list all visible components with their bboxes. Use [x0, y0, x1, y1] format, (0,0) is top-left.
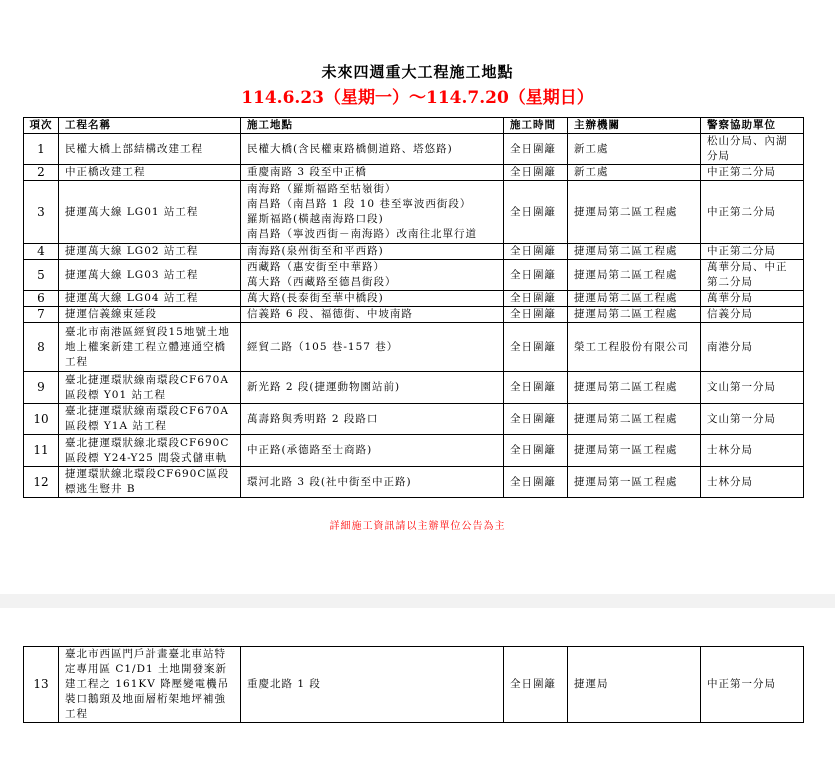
agency-cell: 捷運局第二區工程處 [568, 404, 701, 435]
agency-cell: 捷運局第一區工程處 [568, 467, 701, 498]
location-line: 經貿二路（105 巷-157 巷） [247, 340, 399, 353]
agency-cell: 捷運局第二區工程處 [568, 307, 701, 323]
table-row [24, 307, 804, 323]
table-row [24, 467, 804, 498]
table-row [24, 647, 804, 723]
item-number-cell: 8 [24, 323, 59, 372]
table-header-row [24, 118, 804, 134]
project-name-cell: 臺北捷運環狀線南環段CF670A區段標 Y1A 站工程 [59, 404, 241, 435]
police-unit-cell: 南港分局 [701, 323, 804, 372]
location-line: 西藏路（惠安街至中華路） [247, 261, 385, 273]
table-row [24, 165, 804, 181]
document-title: 未來四週重大工程施工地點 [321, 63, 514, 81]
item-number-cell: 12 [24, 467, 59, 498]
location-cell [241, 372, 504, 404]
project-name-cell: 捷運信義線東延段 [59, 307, 241, 323]
location-cell [241, 291, 504, 307]
location-cell [241, 323, 504, 372]
project-name-cell: 民權大橋上部結構改建工程 [59, 134, 241, 165]
item-number-cell: 1 [24, 134, 59, 165]
project-name-cell: 中正橋改建工程 [59, 165, 241, 181]
project-name-cell: 捷運萬大線 LG01 站工程 [59, 181, 241, 244]
location-line: 南海路（羅斯福路至牯嶺街） [247, 183, 397, 195]
location-line: 重慶北路 1 段 [247, 678, 321, 690]
construction-time-cell: 全日圍籬 [504, 467, 568, 498]
location-line: 羅斯福路(橫越南海路口段) [247, 213, 384, 225]
construction-schedule-table [23, 117, 804, 498]
agency-cell: 捷運局第一區工程處 [568, 435, 701, 467]
construction-time-cell: 全日圍籬 [504, 244, 568, 260]
item-number-cell: 5 [24, 260, 59, 291]
header-item-no: 項次 [24, 118, 59, 134]
table-row [24, 323, 804, 372]
project-name-cell: 捷運環狀線北環段CF690C區段標逃生豎井 B [59, 467, 241, 498]
agency-cell: 捷運局第二區工程處 [568, 260, 701, 291]
location-line: 南昌路（寧波西街－南海路）改南往北單行道 [247, 228, 477, 240]
location-cell [241, 165, 504, 181]
location-line: 民權大橋(含民權東路橋側道路、塔悠路) [247, 142, 453, 155]
police-unit-cell: 萬華分局、中正第二分局 [701, 260, 804, 291]
location-cell [241, 244, 504, 260]
police-unit-cell: 中正第一分局 [701, 647, 804, 723]
agency-cell: 捷運局第二區工程處 [568, 181, 701, 244]
agency-cell: 捷運局 [568, 647, 701, 723]
construction-schedule-table-continued [23, 646, 804, 723]
header-police: 警察協助單位 [701, 118, 804, 134]
police-unit-cell: 中正第二分局 [701, 165, 804, 181]
project-name-cell: 臺北捷運環狀線南環段CF670A區段標 Y01 站工程 [59, 372, 241, 404]
header-agency: 主辦機關 [568, 118, 701, 134]
location-cell [241, 404, 504, 435]
location-line: 萬壽路與秀明路 2 段路口 [247, 412, 379, 425]
police-unit-cell: 文山第一分局 [701, 372, 804, 404]
table-row [24, 134, 804, 165]
item-number-cell: 6 [24, 291, 59, 307]
location-cell [241, 260, 504, 291]
police-unit-cell: 中正第二分局 [701, 244, 804, 260]
location-line: 萬大路（西藏路至德昌街段） [247, 276, 397, 288]
item-number-cell: 13 [24, 647, 59, 723]
location-cell [241, 467, 504, 498]
location-line: 南昌路（南昌路 1 段 10 巷至寧波西街段） [247, 198, 472, 210]
location-line: 萬大路(長泰街至華中橋段) [247, 292, 384, 304]
agency-cell: 新工處 [568, 134, 701, 165]
location-cell [241, 134, 504, 165]
police-unit-cell: 萬華分局 [701, 291, 804, 307]
header-location: 施工地點 [241, 118, 504, 134]
police-unit-cell: 士林分局 [701, 467, 804, 498]
item-number-cell: 7 [24, 307, 59, 323]
location-cell [241, 647, 504, 723]
header-project-name: 工程名稱 [59, 118, 241, 134]
item-number-cell: 9 [24, 372, 59, 404]
table-row [24, 181, 804, 244]
table-row [24, 372, 804, 404]
table-row [24, 260, 804, 291]
construction-time-cell: 全日圍籬 [504, 323, 568, 372]
date-range: 114.6.23（星期一）～114.7.20（星期日） [241, 88, 594, 108]
project-name-cell: 捷運萬大線 LG03 站工程 [59, 260, 241, 291]
footnote: 詳細施工資訊請以主辦單位公告為主 [329, 521, 506, 532]
construction-time-cell: 全日圍籬 [504, 647, 568, 723]
item-number-cell: 4 [24, 244, 59, 260]
construction-time-cell: 全日圍籬 [504, 372, 568, 404]
project-name-cell: 臺北市南港區經貿段15地號土地地上權案新建工程立體連通空橋工程 [59, 323, 241, 372]
police-unit-cell: 信義分局 [701, 307, 804, 323]
item-number-cell: 11 [24, 435, 59, 467]
location-line: 環河北路 3 段(社中街至中正路) [247, 475, 412, 488]
table-row [24, 435, 804, 467]
table-row [24, 404, 804, 435]
agency-cell: 捷運局第二區工程處 [568, 244, 701, 260]
location-line: 中正路(承德路至士商路) [247, 444, 373, 456]
location-line: 重慶南路 3 段至中正橋 [247, 166, 367, 178]
construction-time-cell: 全日圍籬 [504, 260, 568, 291]
location-cell [241, 307, 504, 323]
item-number-cell: 2 [24, 165, 59, 181]
page-break-gap [0, 594, 835, 608]
item-number-cell: 10 [24, 404, 59, 435]
document-page-2 [0, 608, 835, 773]
location-line: 南海路(泉州街至和平西路) [247, 245, 384, 257]
item-number-cell: 3 [24, 181, 59, 244]
construction-time-cell: 全日圍籬 [504, 307, 568, 323]
project-name-cell: 臺北捷運環狀線北環段CF690C區段標 Y24-Y25 間袋式儲車軌 [59, 435, 241, 467]
table-row [24, 244, 804, 260]
construction-time-cell: 全日圍籬 [504, 435, 568, 467]
construction-time-cell: 全日圍籬 [504, 291, 568, 307]
location-cell [241, 181, 504, 244]
agency-cell: 榮工工程股份有限公司 [568, 323, 701, 372]
location-cell [241, 435, 504, 467]
construction-time-cell: 全日圍籬 [504, 165, 568, 181]
location-line: 信義路 6 段、福德街、中坡南路 [247, 308, 413, 320]
construction-time-cell: 全日圍籬 [504, 404, 568, 435]
table-row [24, 291, 804, 307]
police-unit-cell: 松山分局、內湖分局 [701, 134, 804, 165]
project-name-cell: 捷運萬大線 LG04 站工程 [59, 291, 241, 307]
police-unit-cell: 士林分局 [701, 435, 804, 467]
police-unit-cell: 文山第一分局 [701, 404, 804, 435]
project-name-cell: 捷運萬大線 LG02 站工程 [59, 244, 241, 260]
construction-time-cell: 全日圍籬 [504, 181, 568, 244]
location-line: 新光路 2 段(捷運動物園站前) [247, 381, 401, 393]
agency-cell: 新工處 [568, 165, 701, 181]
header-time: 施工時間 [504, 118, 568, 134]
police-unit-cell: 中正第二分局 [701, 181, 804, 244]
agency-cell: 捷運局第二區工程處 [568, 291, 701, 307]
agency-cell: 捷運局第二區工程處 [568, 372, 701, 404]
construction-time-cell: 全日圍籬 [504, 134, 568, 165]
project-name-cell: 臺北市西區門戶計畫臺北車站特定專用區 C1/D1 土地開發案新建工程之 161KV 降壓變電機吊裝口鵝頸及地面層桁架地坪補強工程 [59, 647, 241, 723]
